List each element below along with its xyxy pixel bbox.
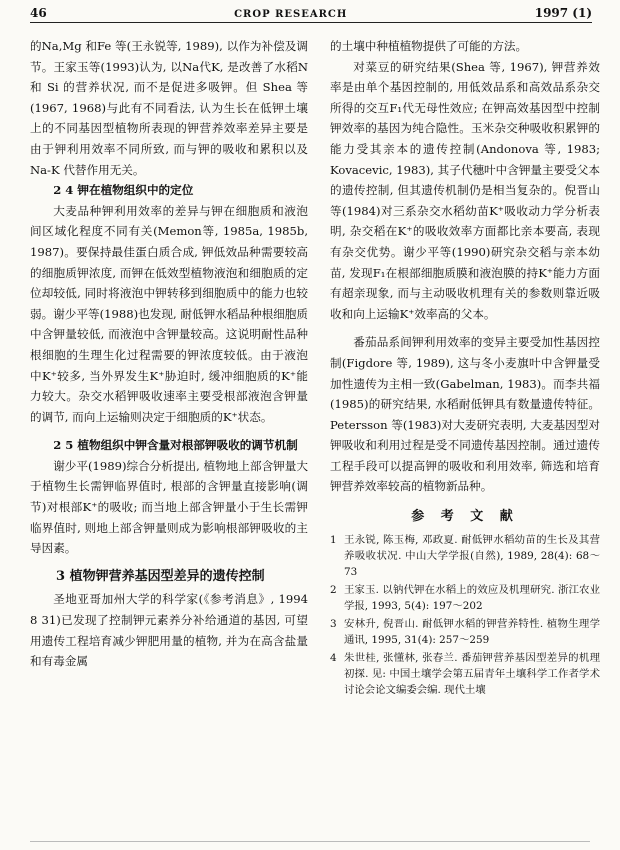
section-heading-2-5: 2 5 植物组织中钾含量对根部钾吸收的调节机制 xyxy=(53,438,298,453)
section-heading-3: 3 植物钾营养基因型差异的遗传控制 xyxy=(56,568,265,584)
issue-year: 1997 (1) xyxy=(534,6,592,20)
page-number: 46 xyxy=(30,6,47,20)
right-column xyxy=(330,36,600,700)
reference-item: 2 王家玉. 以钠代钾在水稻上的效应及机理研究. 浙江农业学报, 1993, 5(4): 197～202 xyxy=(330,583,600,612)
reference-item: 1 王永锐, 陈玉梅, 邓政夏. 耐低钾水稻幼苗的生长及其营养吸收状况. 中山大学学报(自然), 1989, 28(4): 68～73 xyxy=(330,533,600,578)
journal-name: CROP RESEARCH xyxy=(234,9,348,20)
paragraph: 对菜豆的研究结果(Shea 等, 1967), 钾营养效率是由单个基因控制的, 用低效品系和高效品系杂交所得的交互F₁代无母性效应; 在钾高效基因型中控制钾效率的基因为纯合隐性。玉米杂交种吸收积累钾的能力受其亲本的遗传控制(Andonova 等, 1983; Kovacevic, 1983), 其子代穗叶中含钾量主要受父本的遗传控制, 但其遗传机制仍是相当复杂的。倪晋山等(1984)对三系杂交水稻幼苗K⁺吸收动力学分析表明, 杂交稻在K⁺的吸收效率方面都比亲本要高, 表现有杂交优势。谢少平等(1990)研究杂交稻与亲本幼苗, 发现F₁在根部细胞质膜和液泡膜的持K⁺能力方面有超亲现象, 而与主动吸收机理有关的参数则靠近吸收和向上运输K⁺效率高的父本。 xyxy=(330,59,600,321)
paragraph: 的Na,Mg 和Fe 等(王永锐等, 1989), 以作为补偿及调节。王家玉等(1993)认为, 以Na代K, 是改善了水稻N 和 Si 的营养状况, 而不是促进多吸钾。但 Shea 等(1967, 1968)与此有不同看法, 认为生长在低钾土壤上的不同基因型植物所表现的钾营养效率差异主要是由于钾利用效率不同所致, 而与钾的吸收和累积以及Na-K 代替作用无关。 xyxy=(30,39,308,177)
running-header xyxy=(30,0,592,23)
paragraph: 圣地亚哥加州大学的科学家(《参考消息》, 1994 8 31)已发现了控制钾元素养分补给通道的基因, 可望用遗传工程培育减少钾肥用量的植物, 并为在高含盐量和有毒金属 xyxy=(30,592,308,669)
reference-item: 3 安林升, 倪晋山. 耐低钾水稻的钾营养特性. 植物生理学通讯, 1995, 31(4): 257～259 xyxy=(330,617,600,646)
reference-item: 4 朱世桂, 张懂林, 张春兰. 番茄钾营养基因型差异的机理初探. 见: 中国土壤学会第五届青年土壤科学工作者学术讨论会论文编委会编. 现代土壤 xyxy=(330,651,600,696)
paragraph: 大麦品种钾利用效率的差异与钾在细胞质和液泡间区域化程度不同有关(Memon等, 1985a, 1985b, 1987)。要保持最佳蛋白质合成, 钾低效品种需要较高的细胞质钾浓度, 而钾在低效型植物液泡和细胞质的定位却较低, 同时将液泡中钾转移到细胞质中的能力也较弱。谢少平等(1988)也发现, 耐低钾水稻品种根细胞质中含钾量较低, 而液泡中含钾量较高。这说明耐性品种根细胞的生理生化过程需要的钾浓度较低。由于液泡中K⁺较多, 当外界发生K⁺胁迫时, 缓冲细胞质的K⁺能力较大。杂交水稻钾吸收速率主要受根部液泡含钾量的调节, 而向上运输则决定于细胞质的K⁺状态。 xyxy=(30,203,308,424)
reference-list xyxy=(330,532,600,698)
paragraph: 番茄品系间钾利用效率的变异主要受加性基因控制(Figdore 等, 1989), 这与冬小麦旗叶中含钾量受加性遗传为主相一致(Gabelman, 1983)。而李共福(1985)的研究结果, 水稻耐低钾具有数量遗传特征。Petersson 等(1983)对大麦研究表明, 大麦基因型对钾吸收和利用过程是受不同遗传基因控制。通过遗传工程手段可以提高钾的吸收和利用效率, 筛选和培育钾营养效率较高的植物新品种。 xyxy=(330,335,600,494)
footer-rule xyxy=(30,841,590,850)
paragraph: 的土壤中种植植物提供了可能的方法。 xyxy=(330,39,528,53)
references-heading: 参 考 文 献 xyxy=(411,509,519,525)
left-column xyxy=(30,36,308,672)
section-heading-2-4: 2 4 钾在植物组织中的定位 xyxy=(53,183,194,198)
paragraph: 谢少平(1989)综合分析提出, 植物地上部含钾量大于植物生长需钾临界值时, 根部的含钾量直接影响(调节)对根部K⁺的吸收; 而当地上部含钾量小于生长需钾临界值时, 则地上部含钾量则成为影响根部钾吸收的主导因素。 xyxy=(30,458,308,556)
